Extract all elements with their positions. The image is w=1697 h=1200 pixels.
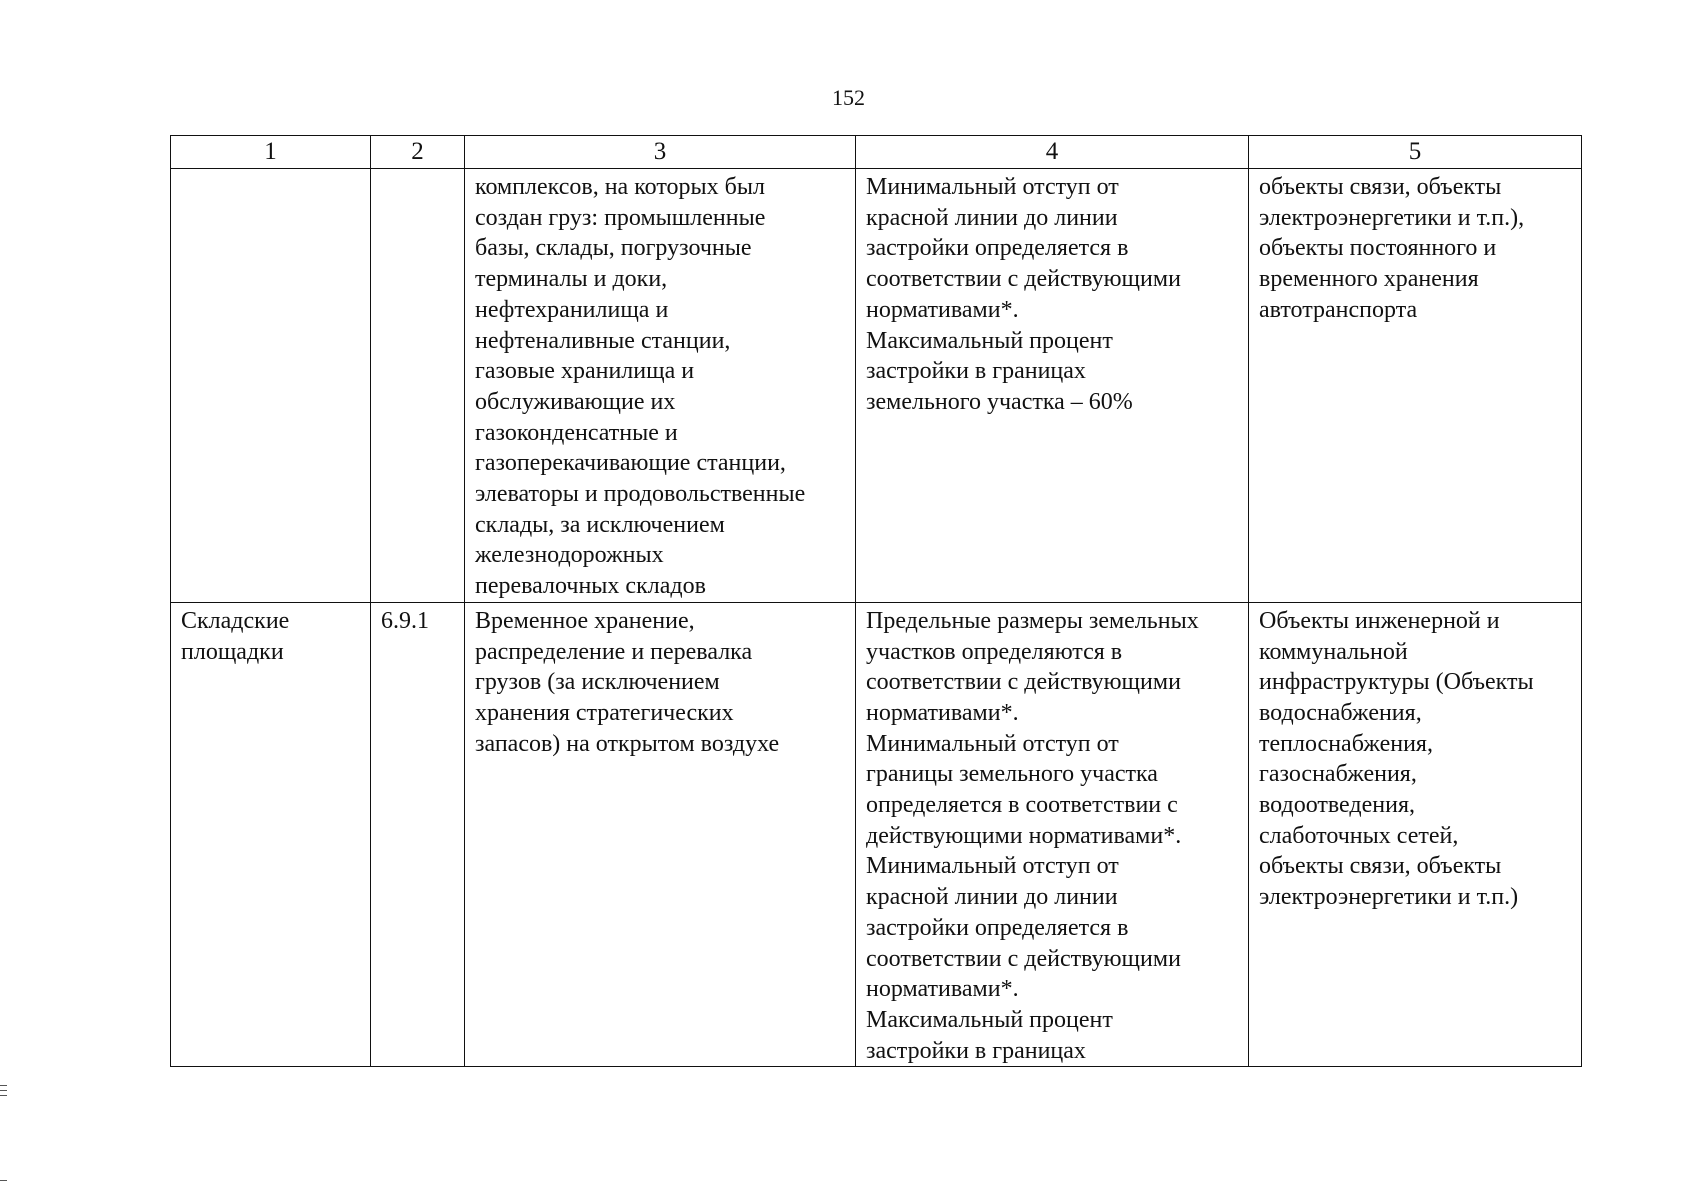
cell-text-line: инфраструктуры (Объекты [1259,669,1534,696]
cell-text-line: элеваторы и продовольственные [475,481,806,508]
cell-text-line: застройки в границах [866,1037,1086,1064]
table-row [171,602,1582,1067]
header-col-5: 5 [1249,136,1582,169]
cell-text-line: обслуживающие их [475,388,676,415]
cell-text-line: электроэнергетики и т.п.) [1259,884,1519,911]
cell-text-line: создан груз: промышленные [475,204,766,231]
scan-margin-mark [0,1090,7,1091]
cell-text-line: соответствии с действующими [866,669,1181,696]
cell-text-line: красной линии до линии [866,204,1118,231]
cell-text-line: базы, склады, погрузочные [475,235,752,262]
cell-text-line: красной линии до линии [866,884,1118,911]
cell-text-line: водоотведения, [1259,792,1415,819]
cell-text-line: коммунальной [1259,638,1408,665]
cell-description [465,602,856,1067]
cell-text-line: водоснабжения, [1259,699,1422,726]
cell-text-line: Минимальный отступ от [866,730,1119,757]
header-col-1: 1 [171,136,371,169]
cell-text-line: хранения стратегических [475,699,734,726]
cell-text-line: Минимальный отступ от [866,853,1119,880]
cell-text-line: слаботочных сетей, [1259,822,1459,849]
cell-text-line: теплоснабжения, [1259,730,1433,757]
cell-text-line: Максимальный процент [866,1006,1113,1033]
scan-margin-mark [0,1180,7,1181]
header-col-3: 3 [465,136,856,169]
cell-code [371,602,465,1067]
header-col-2: 2 [371,136,465,169]
cell-text-line: соответствии с действующими [866,945,1181,972]
cell-text-line: Складские [181,607,290,634]
scan-margin-mark [0,1095,7,1096]
cell-auxiliary-uses [1249,602,1582,1067]
cell-text-line: электроэнергетики и т.п.), [1259,204,1525,231]
cell-text-line: перевалочных складов [475,573,706,600]
cell-text-line: терминалы и доки, [475,266,668,293]
cell-text-line: объекты связи, объекты [1259,853,1502,880]
cell-text-line: газовые хранилища и [475,358,695,385]
cell-auxiliary-uses [1249,169,1582,603]
cell-description [465,169,856,603]
cell-text-line: нормативами*. [866,976,1019,1003]
cell-text-line: автотранспорта [1259,296,1418,323]
cell-text-line: Временное хранение, [475,607,695,634]
cell-text-line: Минимальный отступ от [866,174,1119,200]
cell-text-line: нефтеналивные станции, [475,327,731,354]
cell-text-line: Предельные размеры земельных [866,607,1199,634]
table-row [171,169,1582,603]
cell-text-line: газоконденсатные и [475,419,678,446]
cell-text-line: железнодорожных [475,542,664,569]
cell-text-line: газоснабжения, [1259,761,1417,788]
cell-text-line: участков определяются в [866,638,1123,665]
cell-land-use-name [171,169,371,603]
cell-text-line: застройки определяется в [866,235,1129,262]
cell-text-line: 6.9.1 [381,607,429,634]
cell-text-line: объекты постоянного и [1259,235,1497,262]
cell-text-line: нормативами*. [866,296,1019,323]
cell-text-line: распределение и перевалка [475,638,753,665]
regulations-table [170,135,1582,1067]
cell-text-line: застройки определяется в [866,914,1129,941]
cell-text-line: газоперекачивающие станции, [475,450,786,477]
cell-text-line: объекты связи, объекты [1259,174,1502,200]
scan-margin-mark [0,1085,7,1086]
page-number: 152 [832,85,865,110]
cell-text-line: грузов (за исключением [475,669,720,696]
cell-text-line: площадки [181,638,284,665]
cell-parameters [856,169,1249,603]
cell-text-line: нефтехранилища и [475,296,669,323]
cell-text-line: запасов) на открытом воздухе [475,730,780,757]
cell-text-line: действующими нормативами*. [866,822,1182,849]
cell-parameters [856,602,1249,1067]
cell-text-line: земельного участка – 60% [866,388,1133,415]
cell-text-line: склады, за исключением [475,511,725,538]
table-header-row [171,136,1582,169]
cell-text-line: комплексов, на которых был [475,174,765,200]
cell-text-line: временного хранения [1259,266,1479,293]
cell-land-use-name [171,602,371,1067]
cell-text-line: нормативами*. [866,699,1019,726]
cell-text-line: определяется в соответствии с [866,792,1178,819]
cell-text-line: границы земельного участка [866,761,1158,788]
cell-text-line: Объекты инженерной и [1259,607,1500,634]
cell-text-line: Максимальный процент [866,327,1113,354]
cell-code [371,169,465,603]
cell-text-line: застройки в границах [866,358,1086,385]
cell-text-line: соответствии с действующими [866,266,1181,293]
header-col-4: 4 [856,136,1249,169]
